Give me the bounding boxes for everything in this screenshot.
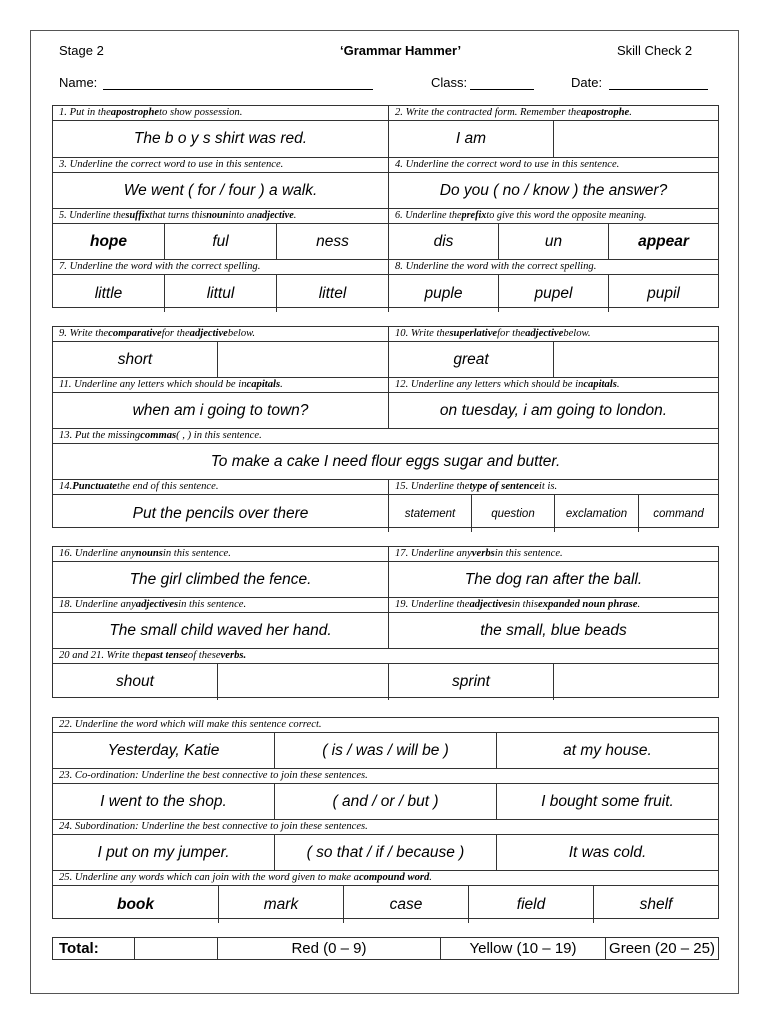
q2-answer-box[interactable] (554, 121, 718, 157)
q24-part: It was cold. (568, 843, 647, 861)
q6-option[interactable]: dis (389, 224, 499, 259)
q11-q12-answers (53, 393, 718, 429)
q20-prompt-row (53, 649, 718, 664)
q25-option[interactable]: field (469, 886, 594, 923)
q22-answer-row (53, 733, 718, 769)
q11-prompt: 11. Underline any letters which should be in capitals . (53, 378, 389, 392)
total-label: Total: (53, 938, 135, 959)
class-label: Class: (431, 75, 468, 90)
section-3 (52, 546, 719, 698)
q7-prompt: 7. Underline the word with the correct spelling. (53, 260, 389, 274)
q9-q10-prompts (53, 327, 718, 342)
band-red: Red (0 – 9) (218, 938, 441, 959)
q7-option[interactable]: littel (318, 284, 347, 302)
q1-q2-answers (53, 121, 718, 158)
q1-sentence[interactable]: The b o y s shirt was red. (133, 130, 308, 147)
q9-prompt: 9. Write the comparative for the adjective below. (53, 327, 389, 341)
q25-prompt-row (53, 871, 718, 886)
q9-word: short (53, 342, 218, 377)
q20-q21-answers (53, 664, 718, 700)
section-1 (52, 105, 719, 308)
q12-prompt: 12. Underline any letters which should be in capitals . (395, 379, 620, 390)
q25-option[interactable]: case (344, 886, 469, 923)
q24-prompt-row (53, 820, 718, 835)
q25-prompt: 25. Underline any words which can join with the word given to make a compound word . (59, 872, 432, 883)
q5-q6-answers (53, 224, 718, 260)
q8-option[interactable]: puple (389, 275, 499, 312)
q15-option[interactable]: command (653, 507, 704, 520)
q22-choices[interactable]: ( is / was / will be ) (275, 733, 497, 768)
q15-option[interactable]: exclamation (555, 495, 639, 532)
q7-option[interactable]: littul (165, 275, 277, 312)
q8-option[interactable]: pupil (647, 284, 680, 302)
band-green: Green (20 – 25) (609, 940, 715, 957)
q25-option[interactable]: mark (219, 886, 344, 923)
q8-prompt: 8. Underline the word with the correct spelling. (395, 261, 597, 272)
q5-option[interactable]: ness (316, 232, 349, 250)
q24-part: I put on my jumper. (53, 835, 275, 870)
q6-option[interactable]: un (499, 224, 609, 259)
q5-q6-prompts (53, 209, 718, 224)
q15-prompt: 15. Underline the type of sentence it is. (395, 481, 558, 492)
q23-answer-row (53, 784, 718, 820)
q16-q17-answers (53, 562, 718, 598)
q24-choices[interactable]: ( so that / if / because ) (275, 835, 497, 870)
q23-prompt-row (53, 769, 718, 784)
name-label: Name: (59, 75, 98, 90)
q23-part: I went to the shop. (53, 784, 275, 819)
q23-part: I bought some fruit. (541, 792, 674, 810)
q12-sentence[interactable]: on tuesday, i am going to london. (439, 401, 668, 419)
total-score-box[interactable] (135, 938, 218, 959)
q5-prompt: 5. Underline the suffix that turns this noun into an adjective . (53, 209, 389, 223)
q4-prompt: 4. Underline the correct word to use in this sentence. (395, 159, 620, 170)
q13-prompt-row (53, 429, 718, 444)
q22-part: Yesterday, Katie (53, 733, 275, 768)
section-2 (52, 326, 719, 528)
q5-option[interactable]: ful (165, 224, 277, 259)
total-row (52, 937, 719, 960)
q20-verb: shout (53, 664, 218, 700)
q24-prompt: 24. Subordination: Underline the best connective to join these sentences. (59, 821, 368, 832)
q9-answer-box[interactable] (218, 342, 388, 377)
q9-q10-answers (53, 342, 718, 378)
q17-sentence[interactable]: The dog ran after the ball. (464, 570, 643, 588)
q19-prompt: 19. Underline the adjectives in this expanded noun phrase . (395, 599, 641, 610)
q2-prompt: 2. Write the contracted form. Remember the apostrophe . (395, 107, 632, 118)
q16-sentence[interactable]: The girl climbed the fence. (129, 570, 312, 588)
q15-option[interactable]: statement (389, 495, 472, 532)
q13-sentence[interactable]: To make a cake I need flour eggs sugar and butter. (210, 452, 561, 470)
q3-q4-prompts (53, 158, 718, 173)
q18-q19-answers (53, 613, 718, 649)
q22-part: at my house. (563, 741, 652, 759)
q15-option[interactable]: question (472, 495, 555, 532)
class-field[interactable] (470, 89, 534, 90)
q10-word: great (389, 342, 554, 377)
q1-q2-prompts (53, 106, 718, 121)
q14-prompt: 14. Punctuate the end of this sentence. (53, 480, 389, 494)
q25-option[interactable]: shelf (639, 895, 673, 913)
q3-sentence[interactable]: We went ( for / four ) a walk. (123, 181, 318, 199)
q11-sentence[interactable]: when am i going to town? (132, 401, 309, 419)
q20-answer-box[interactable] (218, 664, 388, 700)
band-yellow: Yellow (10 – 19) (441, 938, 606, 959)
q13-prompt: 13. Put the missing commas ( , ) in this sentence. (59, 430, 262, 441)
q21-verb: sprint (389, 664, 554, 700)
q20-prompt: 20 and 21. Write the past tense of these verbs. (59, 650, 247, 661)
section-4 (52, 717, 719, 919)
q25-root-word: book (53, 886, 219, 923)
q7-q8-answers (53, 275, 718, 312)
q18-sentence[interactable]: The small child waved her hand. (109, 621, 332, 639)
stage-label: Stage 2 (59, 43, 104, 58)
q14-q15-prompts (53, 480, 718, 495)
q25-answer-row (53, 886, 718, 923)
q23-choices[interactable]: ( and / or / but ) (275, 784, 497, 819)
q21-answer-box[interactable] (554, 664, 718, 700)
q6-root-word: appear (638, 232, 689, 250)
q17-prompt: 17. Underline any verbs in this sentence. (395, 548, 563, 559)
name-field[interactable] (103, 89, 373, 90)
q18-prompt: 18. Underline any adjectives in this sentence. (53, 598, 389, 612)
q16-prompt: 16. Underline any nouns in this sentence. (53, 547, 389, 561)
date-label: Date: (571, 75, 603, 90)
q4-sentence[interactable]: Do you ( no / know ) the answer? (439, 181, 668, 199)
q6-prompt: 6. Underline the prefix to give this word the opposite meaning. (395, 210, 647, 221)
q24-answer-row (53, 835, 718, 871)
q1-prompt: 1. Put in the apostrophe to show possession. (53, 106, 389, 120)
q18-q19-prompts (53, 598, 718, 613)
q16-q17-prompts (53, 547, 718, 562)
q2-words: I am (389, 121, 554, 157)
q7-q8-prompts (53, 260, 718, 275)
page-title: ‘Grammar Hammer’ (340, 43, 462, 58)
q10-prompt: 10. Write the superlative for the adjective below. (395, 328, 591, 339)
q14-q15-answers (53, 495, 718, 532)
q8-option[interactable]: pupel (499, 275, 609, 312)
q13-answer-row (53, 444, 718, 480)
skill-check-label: Skill Check 2 (617, 43, 693, 58)
q19-phrase[interactable]: the small, blue beads (480, 621, 627, 639)
q11-q12-prompts (53, 378, 718, 393)
date-field[interactable] (609, 89, 708, 90)
q7-option[interactable]: little (53, 275, 165, 312)
q14-sentence[interactable]: Put the pencils over there (132, 504, 309, 522)
q3-q4-answers (53, 173, 718, 209)
q23-prompt: 23. Co-ordination: Underline the best connective to join these sentences. (59, 770, 368, 781)
q5-root-word: hope (53, 224, 165, 259)
q22-prompt-row (53, 718, 718, 733)
q3-prompt: 3. Underline the correct word to use in this sentence. (53, 158, 389, 172)
q10-answer-box[interactable] (554, 342, 718, 377)
q22-prompt: 22. Underline the word which will make this sentence correct. (59, 719, 322, 730)
